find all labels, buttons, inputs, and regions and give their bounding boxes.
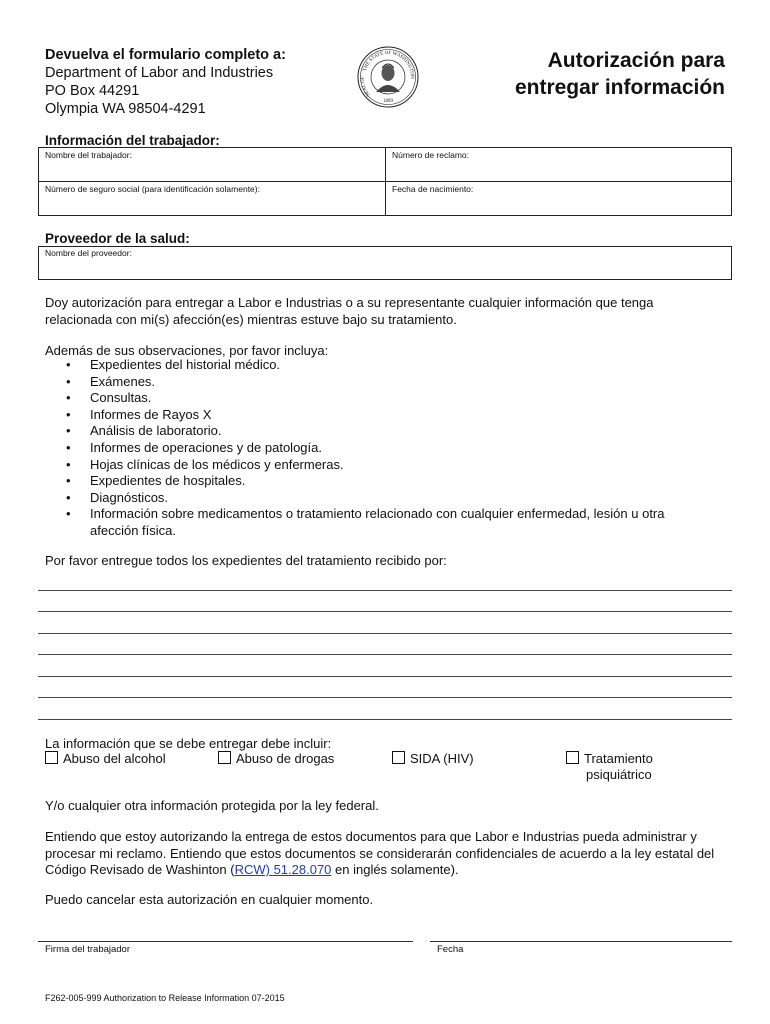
psychiatric-label-line-2: psiquiátrico [586,767,652,782]
worker-name-field[interactable] [39,148,385,181]
alcohol-abuse-checkbox[interactable] [45,751,166,767]
list-item: • Informes de Rayos X [45,407,695,424]
checkbox-icon[interactable] [566,751,579,764]
ssn-label: Número de seguro social (para identificación solamente): [45,184,260,194]
worker-signature-line[interactable] [38,941,413,942]
list-item: • Hojas clínicas de los médicos y enfermeras. [45,457,695,474]
include-list [45,357,695,540]
form-title [515,47,725,101]
psychiatric-checkbox[interactable] [566,751,653,783]
return-address-block [45,46,286,118]
form-title-line-1: Autorización para [547,49,725,72]
list-item: • Diagnósticos. [45,490,695,507]
claim-number-label: Número de reclamo: [392,150,470,160]
records-line-5[interactable] [38,676,732,677]
include-intro: Además de sus observaciones, por favor incluya: [45,343,329,358]
records-line-2[interactable] [38,611,732,612]
understanding-text-part-2: en inglés solamente). [331,862,459,877]
checkbox-icon[interactable] [218,751,231,764]
svg-text:1889: 1889 [383,99,393,104]
rcw-link[interactable]: RCW) 51.28.070 [234,862,332,877]
list-item: • Consultas. [45,390,695,407]
hiv-checkbox[interactable] [392,751,474,767]
form-title-line-2: entregar información [514,76,725,99]
understanding-text-part-1: Entiendo que estoy autorizando la entrega de estos documentos para que Labor e Industrias pueda administrar y procesar mi reclamo. Entiendo que estos documentos se considerarán confidenciales de acuerdo a la ley estatal del Código Revisado de Washinton ( [45,829,715,877]
birth-date-label: Fecha de nacimiento: [392,184,474,194]
state-seal-logo [357,46,419,108]
claim-number-field[interactable] [386,148,731,181]
address-line-1: Department of Labor and Industries [45,65,274,81]
authorization-paragraph: Doy autorización para entregar a Labor e Industrias o a su representante cualquier información que tenga relacionada con mi(s) afección(es) mientras estuve bajo su tratamiento. [45,295,654,327]
worker-name-label: Nombre del trabajador: [45,150,132,160]
understanding-paragraph [45,829,720,879]
drug-abuse-label: Abuso de drogas [236,751,335,766]
cancel-text: Puedo cancelar esta autorización en cualquier momento. [45,892,374,907]
worker-signature-label: Firma del trabajador [45,944,131,955]
list-item: • Exámenes. [45,374,695,391]
birth-date-field[interactable] [386,182,731,215]
provider-section-title: Proveedor de la salud: [45,231,190,246]
list-item: • Informes de operaciones y de patología. [45,440,695,457]
records-line-4[interactable] [38,654,732,655]
worker-info-table [38,147,732,216]
alcohol-abuse-label: Abuso del alcohol [63,751,166,766]
records-line-7[interactable] [38,719,732,720]
records-line-3[interactable] [38,633,732,634]
provider-name-field[interactable] [38,246,732,280]
list-item: • Información sobre medicamentos o tratamiento relacionado con cualquier enfermedad, lesión u otra afección física. [45,506,710,539]
address-line-2: PO Box 44291 [45,83,140,99]
worker-section-title: Información del trabajador: [45,133,220,148]
federal-law-text: Y/o cualquier otra información protegida por la ley federal. [45,798,379,813]
drug-abuse-checkbox[interactable] [218,751,334,767]
svg-text:THE STATE OF WASHINGTON: THE STATE OF WASHINGTON [362,50,415,79]
checkbox-icon[interactable] [45,751,58,764]
ssn-field[interactable] [39,182,385,215]
seal-icon [357,46,419,108]
date-line[interactable] [430,941,732,942]
list-item: • Análisis de laboratorio. [45,423,695,440]
form-id-footer: F262-005-999 Authorization to Release Information 07-2015 [45,993,285,1003]
checkbox-icon[interactable] [392,751,405,764]
records-line-6[interactable] [38,697,732,698]
return-title: Devuelva el formulario completo a: [45,47,286,63]
provider-name-label: Nombre del proveedor: [45,248,132,258]
svg-text:SEAL OF: SEAL OF [360,76,372,97]
hiv-label: SIDA (HIV) [410,751,474,766]
records-line-1[interactable] [38,590,732,591]
info-include-intro: La información que se debe entregar debe incluir: [45,736,332,751]
psychiatric-label-line-1: Tratamiento [584,751,653,766]
records-prompt: Por favor entregue todos los expedientes del tratamiento recibido por: [45,553,447,568]
list-item: • Expedientes de hospitales. [45,473,695,490]
address-line-3: Olympia WA 98504-4291 [45,101,206,117]
date-label: Fecha [437,944,464,955]
list-item: • Expedientes del historial médico. [45,357,695,374]
